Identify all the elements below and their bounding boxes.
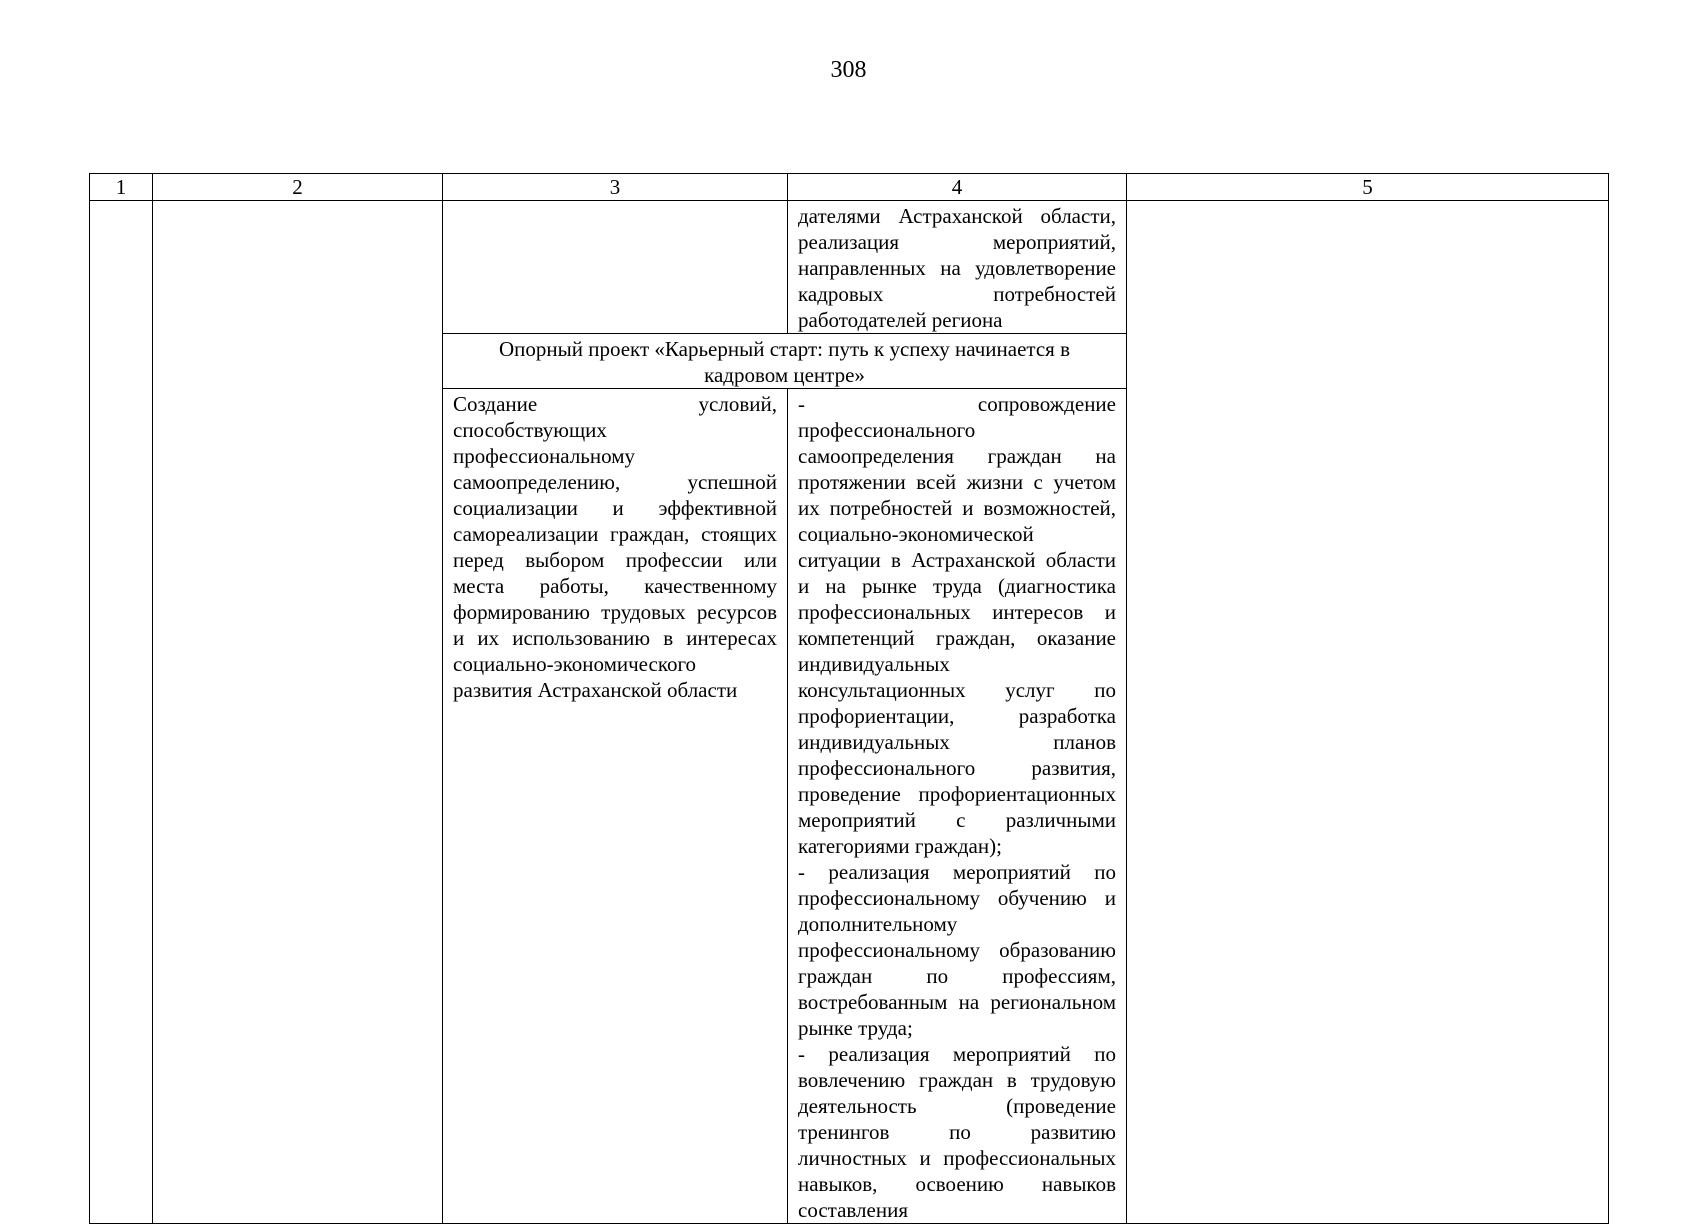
continued-text: дателями Астраханской области, реализация мероприятий, направленных на удовлетворение кадровых потребностей работодателей региона <box>798 204 1116 332</box>
task-item: - реализация мероприятий по профессиональному обучению и дополнительному профессиональному образованию граждан по профессиям, востребованным на региональном рынке труда; <box>798 860 1116 1040</box>
column-number-4: 4 <box>788 174 1127 201</box>
column-number-2: 2 <box>153 174 443 201</box>
task-item: - реализация мероприятий по вовлечению граждан в трудовую деятельность (проведение тренингов по развитию личностных и профессиональных навыков, освоению навыков составления <box>798 1042 1116 1222</box>
column-number-5: 5 <box>1127 174 1609 201</box>
col3-continued-cell <box>443 201 788 334</box>
column-number-row <box>90 174 1609 201</box>
column-number-3: 3 <box>443 174 788 201</box>
col5-cell <box>1127 201 1609 1224</box>
tasks-cell <box>788 389 1127 1224</box>
col2-cell <box>153 201 443 1224</box>
column-number-1: 1 <box>90 174 153 201</box>
tasks-list <box>788 389 1126 1223</box>
col4-continued-cell <box>788 201 1127 334</box>
col1-cell <box>90 201 153 1224</box>
page-number: 308 <box>830 57 867 83</box>
goal-cell <box>443 389 788 1224</box>
task-item: - сопровождение профессионального самоопределения граждан на протяжении всей жизни с учетом их потребностей и возможностей, социально-экономической ситуации в Астраханской области и на рынке труда (диагностика профессиональных интересов и компетенций граждан, оказание индивидуальных консультационных услуг по профориентации, разработка индивидуальных планов профессионального развития, проведение профориентационных мероприятий с различными категориями граждан); <box>798 392 1116 858</box>
program-table <box>89 173 1609 1224</box>
project-title-cell <box>443 334 1127 389</box>
continued-row <box>90 201 1609 334</box>
goal-text: Создание условий, способствующих профессиональному самоопределению, успешной социализации и эффективной самореализации граждан, стоящих перед выбором профессии или места работы, качественному формированию трудовых ресурсов и их использованию в интересах социально-экономического развития Астраханской области <box>453 392 777 702</box>
project-title: Опорный проект «Карьерный старт: путь к успеху начинается в кадровом центре» <box>499 337 1070 387</box>
